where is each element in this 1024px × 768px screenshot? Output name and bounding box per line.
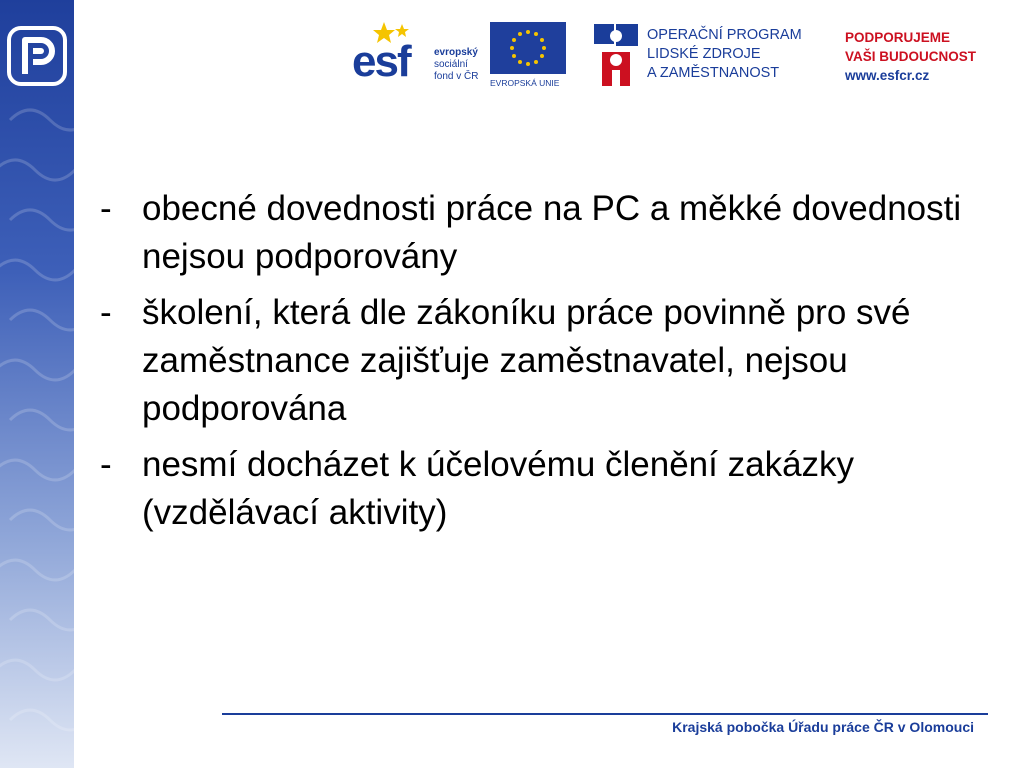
op-line2: LIDSKÉ ZDROJE — [647, 46, 761, 62]
esf-caption-line3: fond v ČR — [434, 71, 479, 82]
op-line3: A ZAMĚSTNANOST — [647, 65, 780, 81]
bullet-item — [100, 289, 1000, 433]
support-line1: PODPORUJEME — [845, 30, 951, 45]
bullet-dash: - — [100, 189, 112, 228]
op-program-title — [647, 26, 802, 83]
eu-flag-icon — [490, 22, 566, 74]
eu-label: EVROPSKÁ UNIE — [490, 78, 560, 88]
bullet-text: nesmí docházet k účelovému členění zakázky (vzdělávací aktivity) — [142, 445, 855, 532]
esf-caption — [434, 47, 478, 83]
header-logo-band — [350, 20, 1000, 92]
footer-divider — [222, 713, 988, 715]
support-line2: VAŠI BUDOUCNOST — [845, 49, 977, 64]
urad-prace-p-logo-icon — [7, 26, 67, 86]
esf-url-link[interactable]: www.esfcr.cz — [845, 68, 930, 83]
bullet-list — [100, 185, 1000, 545]
esf-caption-line1: evropský — [434, 47, 478, 58]
bullet-text: obecné dovednosti práce na PC a měkké dovednosti nejsou podporovány — [142, 189, 962, 276]
bullet-item — [100, 441, 1000, 537]
esf-caption-line2: sociální — [434, 59, 468, 70]
op-lzz-puzzle-figure-icon — [592, 22, 640, 88]
decorative-pattern — [0, 0, 74, 768]
op-line1: OPERAČNÍ PROGRAM — [647, 27, 802, 43]
bullet-text: školení, která dle zákoníku práce povinně pro své zaměstnance zajišťuje zaměstnavatel, nejsou podporována — [142, 293, 911, 428]
esf-logo — [352, 20, 487, 90]
bullet-dash: - — [100, 293, 112, 332]
bullet-dash: - — [100, 445, 112, 484]
footer-organization: Krajská pobočka Úřadu práce ČR v Olomouci — [672, 719, 974, 735]
esf-letters: esf — [352, 37, 410, 86]
bullet-item — [100, 185, 1000, 281]
side-decoration-strip — [0, 0, 74, 768]
support-slogan — [845, 28, 976, 85]
